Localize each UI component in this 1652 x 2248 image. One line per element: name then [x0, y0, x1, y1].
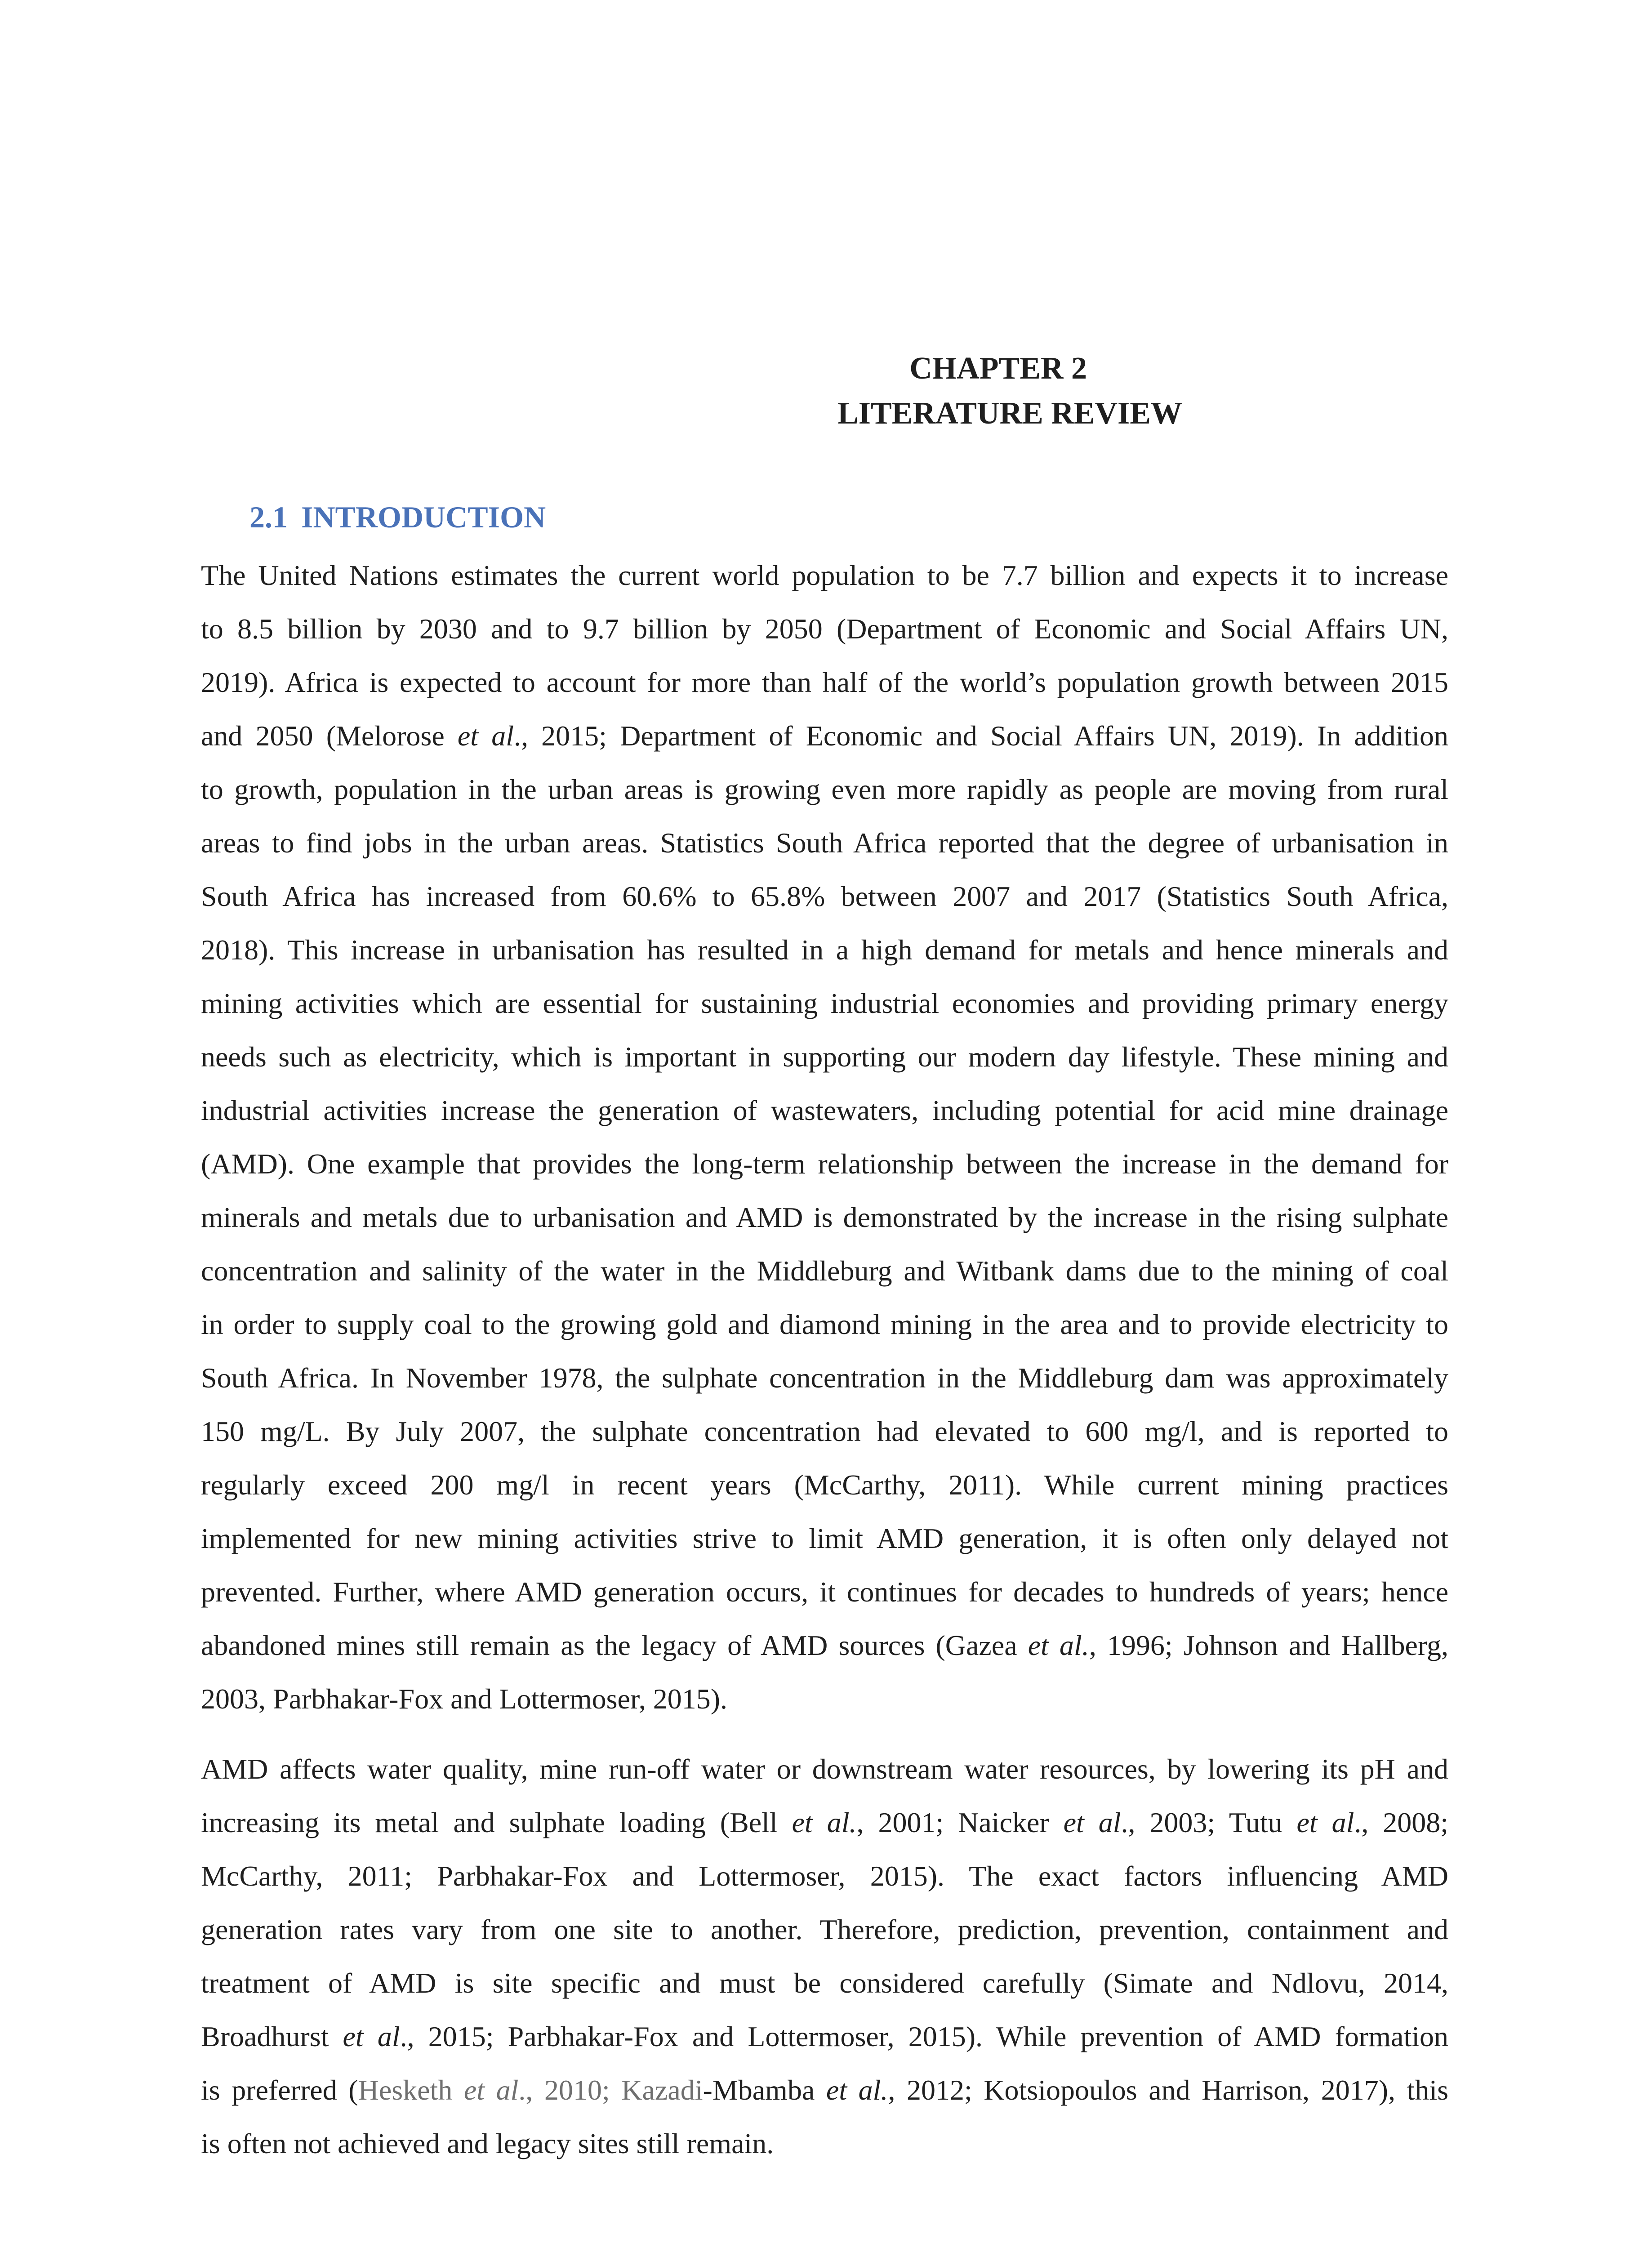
paragraph-line: areas to find jobs in the urban areas. Statistics South Africa reported that the degree of urbanisation in	[201, 827, 1448, 859]
citation-italic: et al.	[1028, 1629, 1089, 1661]
text-run: ., 2015; Parbhakar-Fox and Lottermoser, 2015). While prevention of AMD formation	[400, 2021, 1449, 2052]
text-run: ., 2015; Department of Economic and Social Affairs UN, 2019). In addition	[514, 720, 1449, 752]
paragraph-line: South Africa. In November 1978, the sulphate concentration in the Middleburg dam was approximately	[201, 1362, 1448, 1394]
citation-grey: ., 2010; Kazadi	[518, 2074, 703, 2106]
paragraph-line: The United Nations estimates the current world population to be 7.7 billion and expects it to increase	[201, 559, 1448, 591]
paragraph-line: 2019). Africa is expected to account for more than half of the world’s population growth between 2015	[201, 666, 1448, 698]
paragraph-line: prevented. Further, where AMD generation occurs, it continues for decades to hundreds of years; hence	[201, 1576, 1448, 1608]
paragraph-line: minerals and metals due to urbanisation and AMD is demonstrated by the increase in the rising sulphate	[201, 1201, 1448, 1233]
text-run: Broadhurst	[201, 2021, 343, 2052]
paragraph-line: AMD affects water quality, mine run-off water or downstream water resources, by lowering its pH and	[201, 1753, 1448, 1785]
paragraph-line: mining activities which are essential for sustaining industrial economies and providing primary energy	[201, 987, 1448, 1019]
paragraph-line	[201, 1619, 1448, 1672]
paragraph-line: needs such as electricity, which is important in supporting our modern day lifestyle. These mining and	[201, 1041, 1448, 1073]
paragraph-line	[201, 2063, 1448, 2117]
chapter-heading	[539, 346, 1182, 436]
text-run: ., 2003; Tutu	[1121, 1806, 1297, 1838]
paragraph-line: treatment of AMD is site specific and must be considered carefully (Simate and Ndlovu, 2014,	[201, 1967, 1448, 1999]
chapter-label: CHAPTER 2	[909, 351, 1087, 386]
text-run: increasing its metal and sulphate loading (Bell	[201, 1806, 792, 1838]
paragraph-line: to growth, population in the urban areas is growing even more rapidly as people are moving from rural	[201, 773, 1448, 805]
citation-italic-grey: et al	[463, 2074, 519, 2106]
text-run: , 1996; Johnson and Hallberg,	[1089, 1629, 1448, 1661]
chapter-title: LITERATURE REVIEW	[837, 396, 1182, 431]
text-run: ., 2008;	[1354, 1806, 1449, 1838]
citation-italic: et al	[1063, 1806, 1121, 1838]
paragraph-2	[201, 1742, 1448, 2170]
paragraph-line: 150 mg/L. By July 2007, the sulphate concentration had elevated to 600 mg/l, and is reported to	[201, 1415, 1448, 1447]
citation-italic: et al	[343, 2021, 400, 2052]
section-number: 2.1	[249, 500, 288, 534]
section-title: INTRODUCTION	[301, 500, 546, 534]
paragraph-line	[201, 1796, 1448, 1849]
paragraph-line: South Africa has increased from 60.6% to 65.8% between 2007 and 2017 (Statistics South Africa,	[201, 880, 1448, 912]
citation-italic: et al.	[826, 2074, 888, 2106]
paragraph-line: to 8.5 billion by 2030 and to 9.7 billion by 2050 (Department of Economic and Social Affairs UN,	[201, 613, 1448, 645]
citation-italic: et al.	[792, 1806, 857, 1838]
citation-italic: et al	[457, 720, 514, 752]
text-run: is preferred (	[201, 2074, 358, 2106]
paragraph-line: in order to supply coal to the growing gold and diamond mining in the area and to provide electricity to	[201, 1308, 1448, 1340]
text-run: -Mbamba	[703, 2074, 826, 2106]
citation-italic: et al	[1296, 1806, 1354, 1838]
paragraph-line	[201, 709, 1448, 763]
paragraph-line: implemented for new mining activities strive to limit AMD generation, it is often only delayed not	[201, 1522, 1448, 1554]
paragraph-line: generation rates vary from one site to another. Therefore, prediction, prevention, containment and	[201, 1913, 1448, 1945]
paragraph-line: concentration and salinity of the water in the Middleburg and Witbank dams due to the mining of coal	[201, 1255, 1448, 1287]
paragraph-line: McCarthy, 2011; Parbhakar-Fox and Lottermoser, 2015). The exact factors influencing AMD	[201, 1860, 1448, 1892]
paragraph-line: 2003, Parbhakar-Fox and Lottermoser, 2015).	[201, 1683, 727, 1715]
citation-grey: Hesketh	[358, 2074, 464, 2106]
paragraph-line: (AMD). One example that provides the long-term relationship between the increase in the demand for	[201, 1148, 1448, 1180]
paragraph-line: 2018). This increase in urbanisation has resulted in a high demand for metals and hence minerals and	[201, 934, 1448, 966]
text-run: abandoned mines still remain as the legacy of AMD sources (Gazea	[201, 1629, 1028, 1661]
paragraph-line	[201, 2010, 1448, 2063]
paragraph-line: industrial activities increase the generation of wastewaters, including potential for acid mine drainage	[201, 1094, 1448, 1126]
text-run: and 2050 (Melorose	[201, 720, 458, 752]
paragraph-line: is often not achieved and legacy sites still remain.	[201, 2128, 774, 2159]
section-heading	[249, 495, 546, 540]
text-run: , 2012; Kotsiopoulos and Harrison, 2017), this	[888, 2074, 1449, 2106]
text-run: , 2001; Naicker	[856, 1806, 1064, 1838]
paragraph-1	[201, 549, 1448, 1726]
paragraph-line: regularly exceed 200 mg/l in recent years (McCarthy, 2011). While current mining practices	[201, 1469, 1448, 1501]
